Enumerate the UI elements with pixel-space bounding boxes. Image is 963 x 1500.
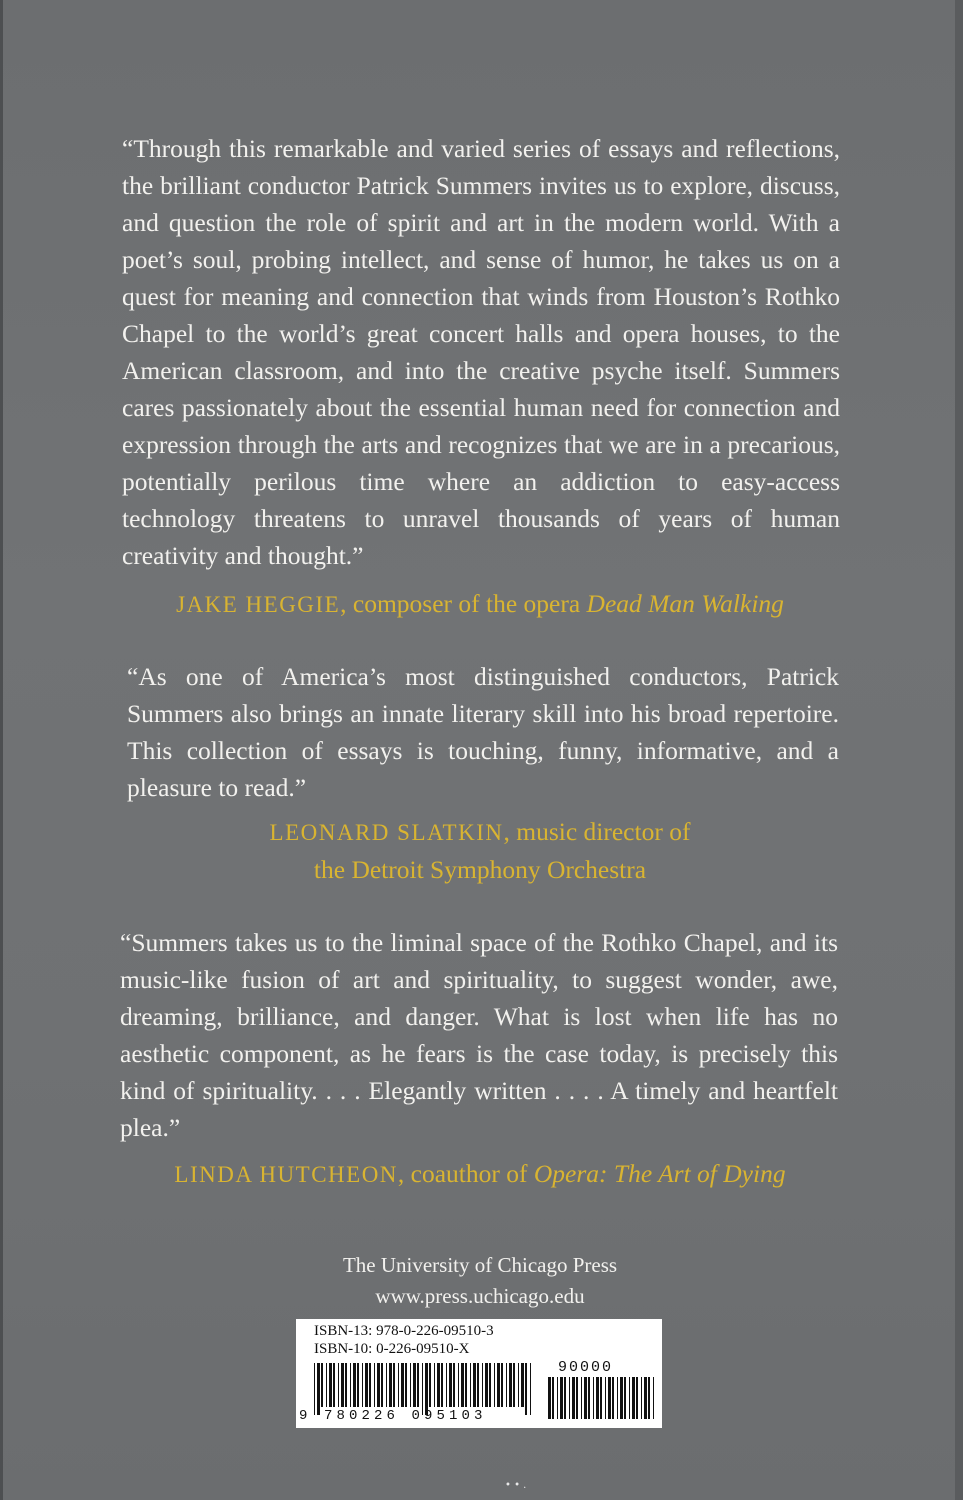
attribution-hutcheon [120,1155,840,1193]
attribution-heggie [120,585,840,623]
cover-speck-marks: • • . [505,1480,527,1491]
attribution-name: LEONARD SLATKIN [269,820,504,845]
attribution-role: , composer of the opera [340,589,587,618]
attribution-role: , coauthor of [397,1159,534,1188]
attribution-work-title: Opera: The Art of Dying [533,1159,786,1188]
attribution-name: LINDA HUTCHEON [174,1162,398,1187]
cover-left-edge [0,0,3,1500]
blurb-quote-heggie: “Through this remarkable and varied series of essays and reflections, the brilliant conductor Patrick Summers invites us to explore, discuss, and question the role of spirit and art in the modern world. With a poet’s soul, probing intellect, and sense of humor, he takes us on a quest for meaning and connection that winds from Houston’s Rothko Chapel to the world’s great concert halls and opera houses, to the American classroom, and into the creative psyche itself. Summers cares passionately about the essential human need for connection and expression through the arts and recognizes that we are in a precarious, potentially perilous time where an addiction to easy-access technology threatens to unravel thousands of years of human creativity and thought.” [122,134,840,570]
attribution-name: JAKE HEGGIE [176,592,341,617]
isbn-10-label: ISBN-10: 0-226-09510-X [314,1341,470,1357]
attribution-role: , music director of [503,817,691,846]
isbn-13-label: ISBN-13: 978-0-226-09510-3 [314,1323,494,1339]
publisher-url: www.press.uchicago.edu [375,1284,585,1308]
cover-right-edge [955,0,963,1500]
isbn-barcode [296,1319,662,1428]
blurb-quote-hutcheon: “Summers takes us to the liminal space of the Rothko Chapel, and its music-like fusion of art and spirituality, to suggest wonder, awe, dreaming, brilliance, and danger. What is lost when life has no aesthetic component, as he fears is the case today, is precisely this kind of spirituality. . . . Elegantly written . . . . A timely and heartfelt plea.” [120,928,838,1142]
attribution-work-title: Dead Man Walking [586,589,784,618]
publisher-name: The University of Chicago Press [342,1253,618,1277]
attribution-role-continued: the Detroit Symphony Orchestra [313,855,647,884]
attribution-slatkin [120,813,840,888]
publisher-block [280,1250,680,1312]
blurb-quote-slatkin: “As one of America’s most distinguished conductors, Patrick Summers also brings an innate literary skill into his broad repertoire. This collection of essays is touching, funny, informative, and a pleasure to read.” [127,662,839,802]
ean-digits: 9 780226 095103 [299,1408,487,1424]
price-code-digits: 90000 [558,1359,614,1376]
